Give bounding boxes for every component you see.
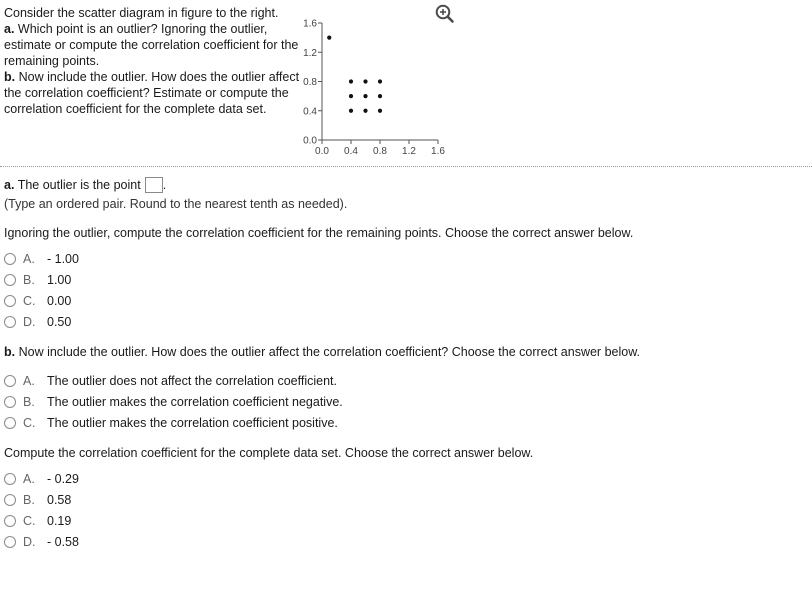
radio-button[interactable] xyxy=(4,515,16,527)
y-tick-label: 0.0 xyxy=(303,135,317,147)
radio-button[interactable] xyxy=(4,316,16,328)
prompt-part-a-text: Which point is an outlier? Ignoring the outlier, estimate or compute the correlation coefficient for the remaining points. xyxy=(4,22,299,68)
option-letter: A. xyxy=(23,472,35,486)
part-b-text: Now include the outlier. How does the outlier affect the correlation coefficient? Choose the correct answer below. xyxy=(18,345,641,359)
y-axis xyxy=(303,19,322,147)
option-letter: B. xyxy=(23,493,35,507)
q2-option-b[interactable] xyxy=(4,394,343,410)
x-tick-label: 1.2 xyxy=(402,146,416,157)
option-value: 0.00 xyxy=(47,294,72,308)
question3-text: Compute the correlation coefficient for the complete data set. Choose the correct answer below. xyxy=(4,446,534,460)
option-value: The outlier makes the correlation coefficient positive. xyxy=(47,416,338,430)
data-point xyxy=(349,94,353,98)
q1-option-c[interactable] xyxy=(4,293,71,309)
option-value: The outlier does not affect the correlation coefficient. xyxy=(47,374,337,388)
part-a-period: . xyxy=(162,178,167,192)
outlier-point xyxy=(327,36,331,40)
radio-button[interactable] xyxy=(4,473,16,485)
y-tick-label: 0.4 xyxy=(303,106,317,118)
option-value: - 1.00 xyxy=(47,252,79,266)
prompt-part-b-label: b. xyxy=(4,70,16,84)
section-divider xyxy=(0,166,812,167)
data-point xyxy=(378,94,382,98)
option-value: 0.50 xyxy=(47,315,72,329)
radio-button[interactable] xyxy=(4,253,16,265)
prompt-part-a-label: a. xyxy=(4,22,15,36)
x-tick-label: 0.4 xyxy=(344,146,358,157)
data-point xyxy=(363,79,367,83)
option-letter: C. xyxy=(23,514,36,528)
q2-option-a[interactable] xyxy=(4,373,337,389)
option-letter: B. xyxy=(23,395,35,409)
radio-button[interactable] xyxy=(4,274,16,286)
option-letter: A. xyxy=(23,374,35,388)
option-value: The outlier makes the correlation coefficient negative. xyxy=(47,395,343,409)
outlier-point-input[interactable] xyxy=(145,177,163,193)
option-letter: A. xyxy=(23,252,35,266)
x-tick-label: 0.8 xyxy=(373,146,387,157)
part-b-label: b. xyxy=(4,345,16,359)
part-a-hint: (Type an ordered pair. Round to the nearest tenth as needed). xyxy=(4,197,348,211)
data-point xyxy=(349,79,353,83)
q3-option-d[interactable] xyxy=(4,534,79,550)
data-point xyxy=(378,79,382,83)
option-letter: B. xyxy=(23,273,35,287)
q3-option-c[interactable] xyxy=(4,513,71,529)
part-a-text: The outlier is the point xyxy=(17,178,141,192)
option-letter: C. xyxy=(23,416,36,430)
option-value: 0.58 xyxy=(47,493,72,507)
part-a-label: a. xyxy=(4,178,15,192)
radio-button[interactable] xyxy=(4,494,16,506)
radio-button[interactable] xyxy=(4,417,16,429)
option-letter: D. xyxy=(23,315,36,329)
radio-button[interactable] xyxy=(4,536,16,548)
option-value: 0.19 xyxy=(47,514,72,528)
question1-text: Ignoring the outlier, compute the correlation coefficient for the remaining points. Choose the correct answer below. xyxy=(4,226,634,240)
option-value: - 0.29 xyxy=(47,472,79,486)
prompt-intro: Consider the scatter diagram in figure to the right. xyxy=(4,6,279,20)
option-value: 1.00 xyxy=(47,273,72,287)
option-value: - 0.58 xyxy=(47,535,79,549)
q3-option-b[interactable] xyxy=(4,492,71,508)
data-point xyxy=(363,94,367,98)
prompt-part-a xyxy=(4,21,304,69)
part-a-answer-line xyxy=(4,177,166,193)
option-letter: C. xyxy=(23,294,36,308)
option-letter: D. xyxy=(23,535,36,549)
y-tick-label: 1.2 xyxy=(303,47,317,59)
prompt-part-b-text: Now include the outlier. How does the outlier affect the correlation coefficient? Estimate or compute the correlation coefficient for the complete data set. xyxy=(4,70,300,116)
question-prompt xyxy=(4,5,304,117)
scatter-plot xyxy=(298,14,458,162)
q1-option-d[interactable] xyxy=(4,314,71,330)
q1-option-b[interactable] xyxy=(4,272,71,288)
data-point xyxy=(378,109,382,113)
x-tick-label: 0.0 xyxy=(315,146,329,157)
prompt-part-b xyxy=(4,69,304,117)
y-tick-label: 1.6 xyxy=(303,18,317,30)
radio-button[interactable] xyxy=(4,375,16,387)
part-b-question xyxy=(4,344,640,360)
scatter-points xyxy=(327,36,382,113)
q2-option-c[interactable] xyxy=(4,415,338,431)
x-tick-label: 1.6 xyxy=(431,146,445,157)
radio-button[interactable] xyxy=(4,295,16,307)
radio-button[interactable] xyxy=(4,396,16,408)
data-point xyxy=(349,109,353,113)
q3-option-a[interactable] xyxy=(4,471,79,487)
x-axis xyxy=(315,140,445,157)
data-point xyxy=(363,109,367,113)
zoom-in-icon[interactable] xyxy=(435,4,455,24)
y-tick-label: 0.8 xyxy=(303,77,317,88)
q1-option-a[interactable] xyxy=(4,251,79,267)
